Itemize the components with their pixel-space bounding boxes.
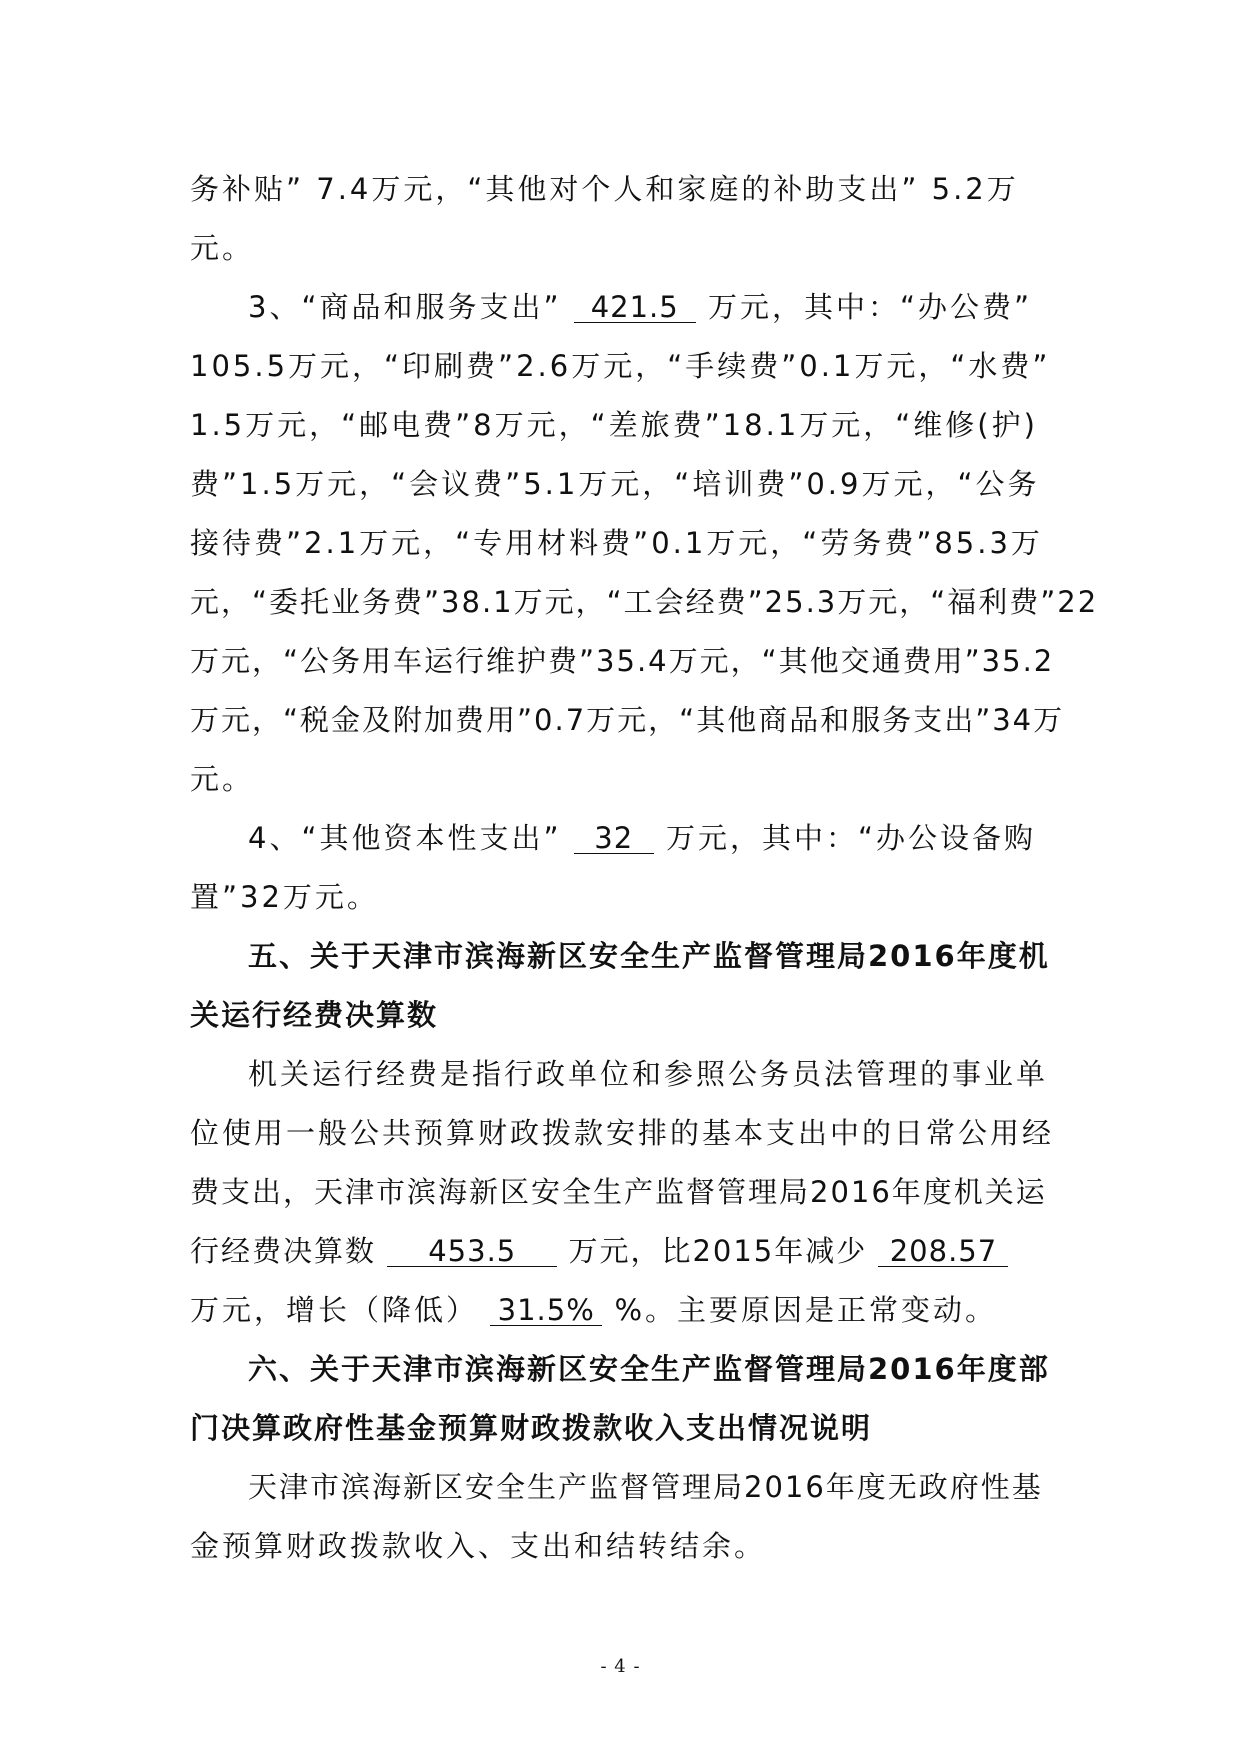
body-line-8: 元，“委托业务费”38.1万元，“工会经费”25.3万元，“福利费”22	[190, 585, 1099, 619]
item-3-amount: 421.5	[574, 292, 696, 323]
section-5-heading: 五、关于天津市滨海新区安全生产监督管理局2016年度机	[248, 939, 1050, 973]
item-3-label: 3、“商品和服务支出”	[248, 290, 562, 324]
item-3-line	[190, 278, 1060, 337]
change-percent: 31.5%	[490, 1295, 602, 1326]
body-line-13: 置”32万元。	[190, 880, 379, 914]
section-5-para-line-1: 机关运行经费是指行政单位和参照公务员法管理的事业单	[248, 1057, 1049, 1091]
running-cost-label: 行经费决算数	[190, 1234, 377, 1268]
item-4-amount: 32	[574, 823, 654, 854]
section-6-para-line-2: 金预算财政拨款收入、支出和结转结余。	[190, 1529, 767, 1563]
item-4-suffix: 万元，其中：“办公设备购	[665, 821, 1036, 855]
body-line-11: 元。	[190, 762, 255, 796]
section-5-para-line-3: 费支出，天津市滨海新区安全生产监督管理局2016年度机关运	[190, 1175, 1047, 1209]
section-5-heading-cont: 关运行经费决算数	[190, 998, 439, 1032]
page-number: - 4 -	[600, 1656, 641, 1677]
body-line-9: 万元，“公务用车运行维护费”35.4万元，“其他交通费用”35.2	[190, 644, 1055, 678]
section-5-para-line-2: 位使用一般公共预算财政拨款安排的基本支出中的日常公用经	[190, 1116, 1055, 1150]
running-cost-amount: 453.5	[387, 1236, 557, 1267]
item-4-label: 4、“其他资本性支出”	[248, 821, 562, 855]
section-6-para-line-1: 天津市滨海新区安全生产监督管理局2016年度无政府性基	[248, 1470, 1043, 1504]
running-cost-compare: 万元，比2015年减少	[568, 1234, 868, 1268]
section-5-para-line-4	[190, 1222, 1060, 1281]
body-line-10: 万元，“税金及附加费用”0.7万元，“其他商品和服务支出”34万	[190, 703, 1065, 737]
change-label: 万元，增长（降低）	[190, 1293, 479, 1327]
body-line-2: 元。	[190, 231, 255, 265]
body-line-7: 接待费”2.1万元，“专用材料费”0.1万元，“劳务费”85.3万	[190, 526, 1043, 560]
change-reason: %。主要原因是正常变动。	[614, 1293, 998, 1327]
section-6-heading: 六、关于天津市滨海新区安全生产监督管理局2016年度部	[248, 1352, 1050, 1386]
item-4-line	[190, 809, 1060, 868]
item-3-suffix: 万元，其中：“办公费”	[707, 290, 1032, 324]
body-line-4: 105.5万元，“印刷费”2.6万元，“手续费”0.1万元，“水费”	[190, 349, 1051, 383]
document-body	[190, 160, 1099, 1576]
decrease-amount: 208.57	[878, 1236, 1008, 1267]
body-line-6: 费”1.5万元，“会议费”5.1万元，“培训费”0.9万元，“公务	[190, 467, 1040, 501]
body-line-5: 1.5万元，“邮电费”8万元，“差旅费”18.1万元，“维修(护)	[190, 408, 1038, 442]
body-line-1: 务补贴” 7.4万元，“其他对个人和家庭的补助支出” 5.2万	[190, 172, 1019, 206]
section-6-heading-cont: 门决算政府性基金预算财政拨款收入支出情况说明	[190, 1411, 873, 1445]
section-5-para-line-5	[190, 1281, 1060, 1340]
